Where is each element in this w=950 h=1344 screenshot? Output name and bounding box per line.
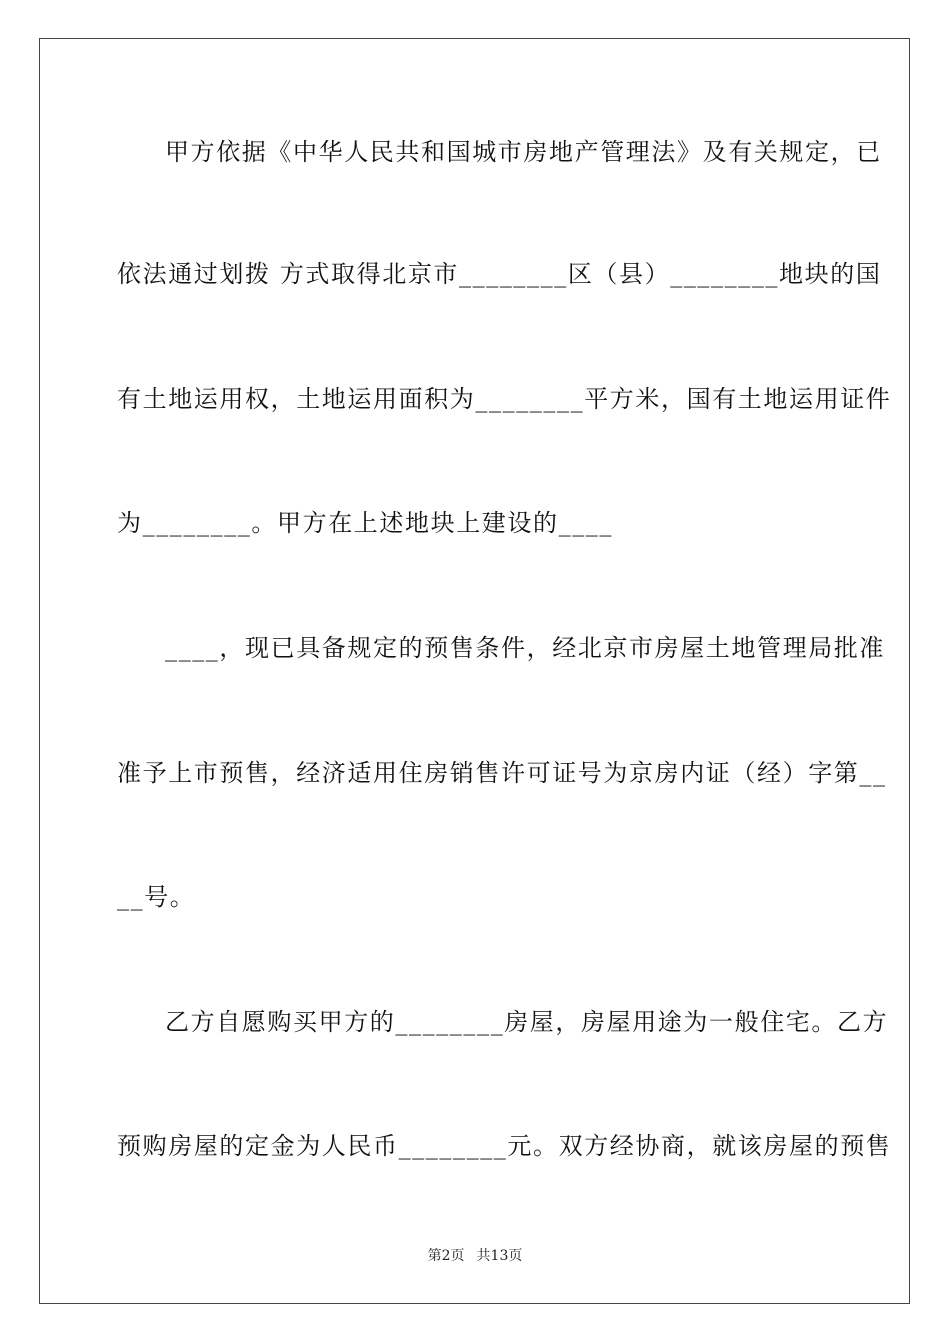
paragraph-line-2: 依法通过划拨 方式取得北京市________区（县）________地块的国: [117, 260, 882, 288]
paragraph-line-3: 有土地运用权，土地运用面积为________平方米，国有土地运用证件: [117, 385, 892, 413]
paragraph-line-8: 乙方自愿购买甲方的________房屋，房屋用途为一般住宅。乙方: [165, 1008, 889, 1036]
page-footer: [0, 1247, 950, 1265]
paragraph-line-4: 为________。甲方在上述地块上建设的____: [117, 509, 613, 537]
paragraph-line-5: ____，现已具备规定的预售条件，经北京市房屋土地管理局批准: [165, 634, 885, 662]
page-border: [39, 38, 910, 1304]
paragraph-line-9: 预购房屋的定金为人民币________元。双方经协商，就该房屋的预售: [117, 1132, 892, 1160]
paragraph-line-1: 甲方依据《中华人民共和国城市房地产管理法》及有关规定，已: [165, 138, 882, 166]
paragraph-line-7: __号。: [117, 883, 196, 911]
page-total: 共13页: [476, 1248, 523, 1264]
paragraph-line-6: 准予上市预售，经济适用住房销售许可证号为京房内证（经）字第__: [117, 759, 887, 787]
page-number: 第2页: [427, 1248, 465, 1264]
